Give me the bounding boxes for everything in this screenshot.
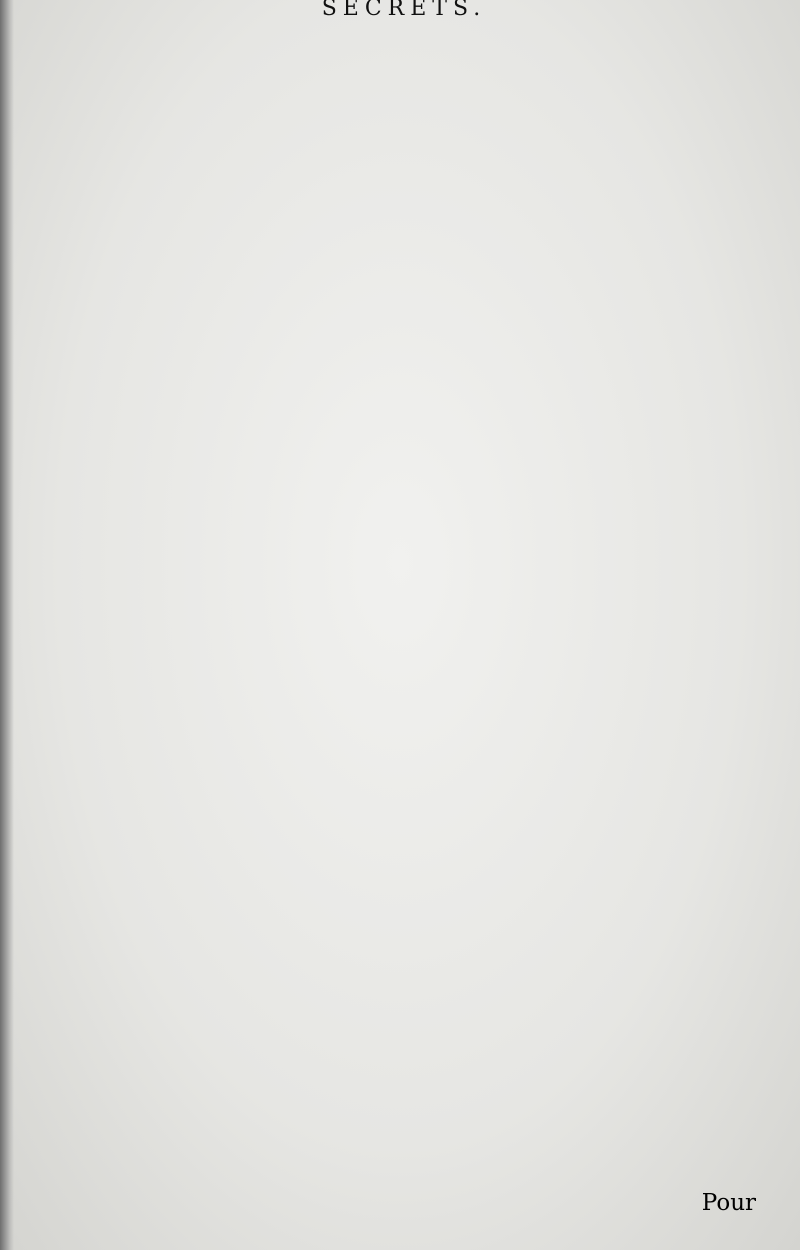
page-text [48,0,760,24]
running-head: SECRETS. [321,0,487,21]
catchword: Pour [701,1190,756,1216]
page-gutter-shadow [0,0,14,1250]
